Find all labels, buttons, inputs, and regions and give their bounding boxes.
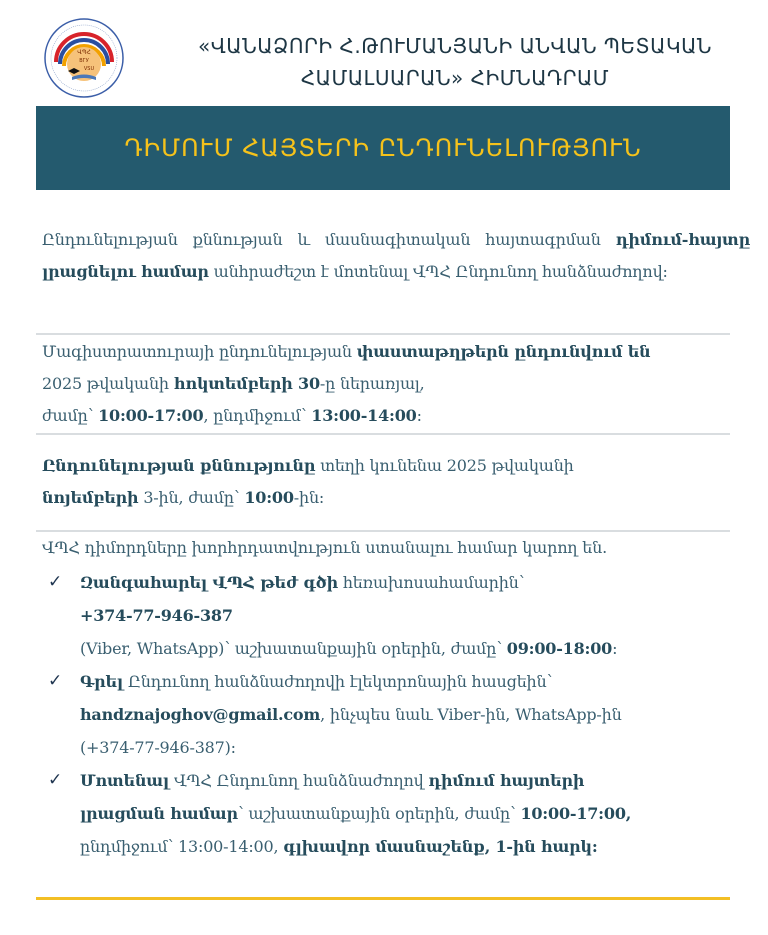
footer-accent-line <box>36 897 730 900</box>
text: ՎՊՀ Ընդունող հանձնաժողով <box>169 771 429 790</box>
org-name-line2: ՀԱՄԱԼՍԱՐԱՆ» ՀԻՄՆԱԴՐԱՄ <box>300 66 610 90</box>
break-hours: 13:00-14:00 <box>311 406 417 425</box>
text: ընդմիջում՝ 13:00-14:00, <box>80 837 284 856</box>
logo-text-ru: ВГУ <box>79 58 89 64</box>
exam-date: նոյեմբերի <box>42 488 139 507</box>
exam-time: 10:00 <box>244 488 294 507</box>
text: անհրաժեշտ է մոտենալ ՎՊՀ Ընդունող հանձնաժողով: <box>208 262 668 281</box>
documents-paragraph <box>42 336 750 432</box>
deadline-date: հոկտեմբերի 30 <box>173 374 320 393</box>
text: -ը ներառյալ, <box>319 374 425 393</box>
text: ժամը՝ <box>42 406 99 425</box>
text: Մագիստրատուրայի ընդունելության <box>42 342 357 361</box>
text: , ընդմիջում՝ <box>203 406 312 425</box>
text: 2025 թվականի <box>42 374 174 393</box>
text: Ընդունելության քննության և մասնագիտական հայտագրման <box>42 230 616 249</box>
checkmark-icon: ✓ <box>48 671 63 691</box>
phone-text: (+374-77-946-387): <box>80 738 236 757</box>
logo-text-hy: ՎՊՀ <box>77 49 91 56</box>
text: (Viber, WhatsApp)՝ աշխատանքային օրերին, ժամը՝ <box>80 639 507 658</box>
list-item-call <box>42 566 742 665</box>
text: 3-ին, ժամը՝ <box>138 488 245 507</box>
bold-text: Ընդունելության քննությունը <box>42 456 316 475</box>
text: : <box>612 639 618 658</box>
exam-paragraph <box>42 450 750 514</box>
text: : <box>416 406 422 425</box>
hours: 09:00-18:00 <box>506 639 613 658</box>
intro-paragraph <box>42 224 750 288</box>
hours: 10:00-17:00 <box>98 406 204 425</box>
logo-text-en: VSU <box>83 66 95 72</box>
list-item-visit <box>42 764 742 863</box>
location: գլխավոր մասնաշենք, 1-ին հարկ: <box>283 837 598 856</box>
bold-text: դիմում հայտերի <box>428 771 585 790</box>
org-name-line1: «ՎԱՆԱՁՈՐԻ Հ.ԹՈՒՄԱՆՅԱՆԻ ԱՆՎԱՆ ՊԵՏԱԿԱՆ <box>198 34 712 58</box>
checkmark-icon: ✓ <box>48 770 63 790</box>
email-link[interactable]: handznajoghov@gmail.com <box>80 705 321 724</box>
hours: 10:00-17:00, <box>520 804 632 823</box>
bold-text: Զանգահարել ՎՊՀ թեժ գծի <box>80 573 338 592</box>
bold-text: Մոտենալ <box>80 771 170 790</box>
checkmark-icon: ✓ <box>48 572 63 592</box>
organization-name <box>170 30 740 94</box>
list-item-email <box>42 665 742 764</box>
bold-text: լրացման համար <box>80 804 238 823</box>
text: հեռախոսահամարին՝ <box>337 573 525 592</box>
text: -ին: <box>293 488 325 507</box>
divider <box>36 433 730 435</box>
divider <box>36 333 730 335</box>
consultation-intro: ՎՊՀ դիմորդները խորհրդատվություն ստանալու համար կարող են. <box>42 538 607 557</box>
text: ՝ աշխատանքային օրերին, ժամը՝ <box>237 804 521 823</box>
title-banner <box>36 106 730 190</box>
consultation-list <box>42 566 742 863</box>
university-logo <box>44 18 124 98</box>
text: տեղի կունենա 2025 թվականի <box>315 456 574 475</box>
hotline-phone[interactable]: +374-77-946-387 <box>80 606 233 625</box>
bold-text: դիմում-հայտը լրացնելու համար <box>42 230 750 281</box>
bold-text: Գրել <box>80 672 124 691</box>
text: , ինչպես նաև Viber-ին, WhatsApp-ին <box>320 705 622 724</box>
text: Ընդունող հանձնաժողովի էլեկտրոնային հասցեին՝ <box>123 672 553 691</box>
page-title: ԴԻՄՈՒՄ ՀԱՅՏԵՐԻ ԸՆԴՈՒՆԵԼՈՒԹՅՈՒՆ <box>124 134 642 162</box>
bold-text: փաստաթղթերն ընդունվում են <box>356 342 651 361</box>
